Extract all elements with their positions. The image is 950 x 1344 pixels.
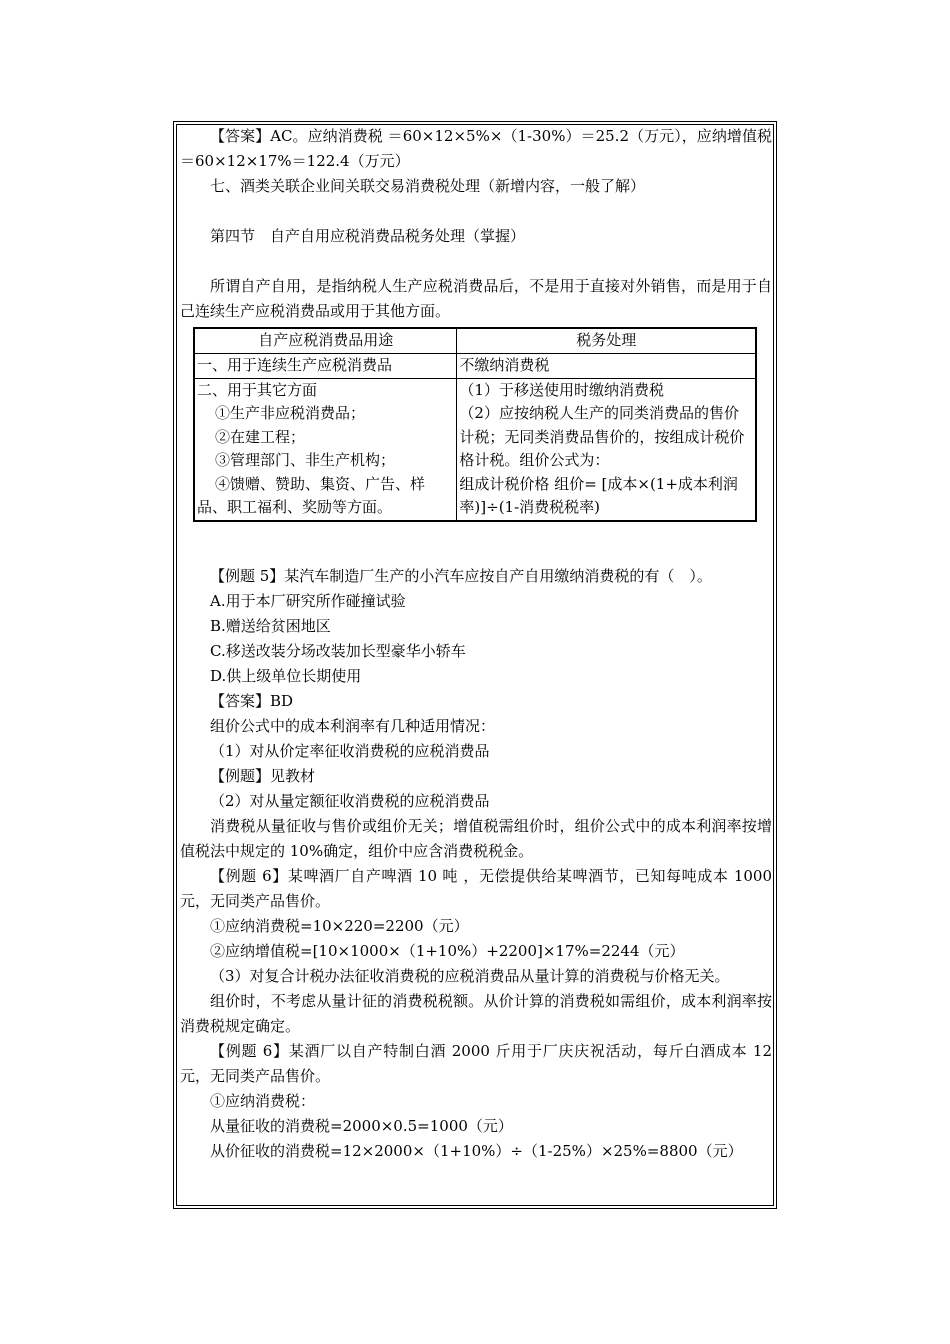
case-3-explanation: 组价时，不考虑从量计征的消费税税额。从价计算的消费税如需组价，成本利润率按消费税规定确定。 bbox=[180, 992, 772, 1035]
option-c: C.移送改装分场改装加长型豪华小轿车 bbox=[210, 642, 466, 660]
example-5-question: 【例题 5】某汽车制造厂生产的小汽车应按自产自用缴纳消费税的有（ ）。 bbox=[210, 567, 712, 585]
answer-paragraph: 【答案】AC。应纳消费税 ＝60×12×5%×（1-30%）＝25.2（万元），应纳增值税 ＝60×12×17%＝122.4（万元） bbox=[180, 127, 772, 170]
cell-no-tax: 不缴纳消费税 bbox=[457, 354, 756, 379]
cell-continuous-production: 一、用于连续生产应税消费品 bbox=[194, 354, 457, 379]
blank-line bbox=[180, 249, 772, 274]
cell-tax-rules bbox=[457, 378, 756, 521]
section-four-heading: 第四节 自产自用应税消费品税务处理（掌握） bbox=[210, 227, 526, 245]
beer-consumption-tax: ①应纳消费税=10×220=2200（元） bbox=[210, 917, 469, 935]
section-seven-heading: 七、酒类关联企业间关联交易消费税处理（新增内容，一般了解） bbox=[210, 177, 646, 195]
option-b: B.赠送给贫困地区 bbox=[210, 617, 331, 635]
examples-section bbox=[180, 564, 772, 1164]
other-use-item: ④馈赠、赞助、集资、广告、样品、职工福利、奖励等方面。 bbox=[197, 474, 426, 516]
header-tax-treatment: 税务处理 bbox=[457, 328, 756, 354]
liquor-ad-valorem-tax: 从价征收的消费税=12×2000×（1+10%）÷（1-25%）×25%=8800（元） bbox=[210, 1142, 743, 1160]
beer-vat: ②应纳增值税=[10×1000×（1+10%）+2200]×17%=2244（元） bbox=[210, 942, 685, 960]
case-2: （2）对从量定额征收消费税的应税消费品 bbox=[210, 792, 490, 810]
other-use-item: ③管理部门、非生产机构； bbox=[215, 451, 396, 469]
case-1: （1）对从价定率征收消费税的应税消费品 bbox=[210, 742, 490, 760]
example-see-textbook: 【例题】见教材 bbox=[210, 767, 316, 785]
other-use-item: ②在建工程； bbox=[215, 427, 306, 446]
tax-treatment-table bbox=[193, 327, 757, 522]
case-2-explanation: 消费税从量征收与售价或组价无关；增值税需组价时，组价公式中的成本利润率按增值税法中规定的 10%确定，组价中应含消费税税金。 bbox=[180, 817, 772, 860]
tax-rule-item: （1）于移送使用时缴纳消费税 bbox=[459, 380, 664, 399]
tax-rule-formula: 组成计税价格 组价= [成本×(1+成本利润率)]÷(1-消费税税率) bbox=[459, 474, 738, 516]
definition-paragraph: 所谓自产自用，是指纳税人生产应税消费品后，不是用于直接对外销售，而是用于自己连续生产应税消费品或用于其他方面。 bbox=[180, 277, 772, 320]
option-d: D.供上级单位长期使用 bbox=[210, 667, 362, 685]
other-uses-title: 二、用于其它方面 bbox=[197, 380, 318, 399]
example-6-liquor: 【例题 6】某酒厂以自产特制白酒 2000 斤用于厂庆庆祝活动，每斤白酒成本 12 元，无同类产品售价。 bbox=[180, 1042, 772, 1085]
example-5-answer: 【答案】BD bbox=[210, 692, 294, 710]
profit-rate-intro: 组价公式中的成本利润率有几种适用情况： bbox=[210, 717, 496, 735]
table-row bbox=[194, 378, 756, 521]
tax-rule-item: （2）应按纳税人生产的同类消费品的售价计税；无同类消费品售价的，按组成计税价格计税。组价公式为： bbox=[459, 404, 745, 469]
table-header-row bbox=[194, 328, 756, 354]
option-a: A.用于本厂研究所作碰撞试验 bbox=[210, 592, 406, 610]
liquor-specific-tax: 从量征收的消费税=2000×0.5=1000（元） bbox=[210, 1117, 513, 1135]
cell-other-uses bbox=[194, 378, 457, 521]
case-3: （3）对复合计税办法征收消费税的应税消费品从量计算的消费税与价格无关。 bbox=[210, 967, 730, 985]
liquor-tax-heading: ①应纳消费税： bbox=[210, 1092, 316, 1110]
other-use-item: ①生产非应税消费品； bbox=[215, 404, 366, 422]
top-section bbox=[180, 124, 772, 324]
header-usage: 自产应税消费品用途 bbox=[194, 328, 457, 354]
example-6-beer: 【例题 6】某啤酒厂自产啤酒 10 吨 ，无偿提供给某啤酒节，已知每吨成本 1000 元，无同类产品售价。 bbox=[180, 867, 772, 910]
table-row bbox=[194, 354, 756, 379]
blank-line bbox=[180, 199, 772, 224]
